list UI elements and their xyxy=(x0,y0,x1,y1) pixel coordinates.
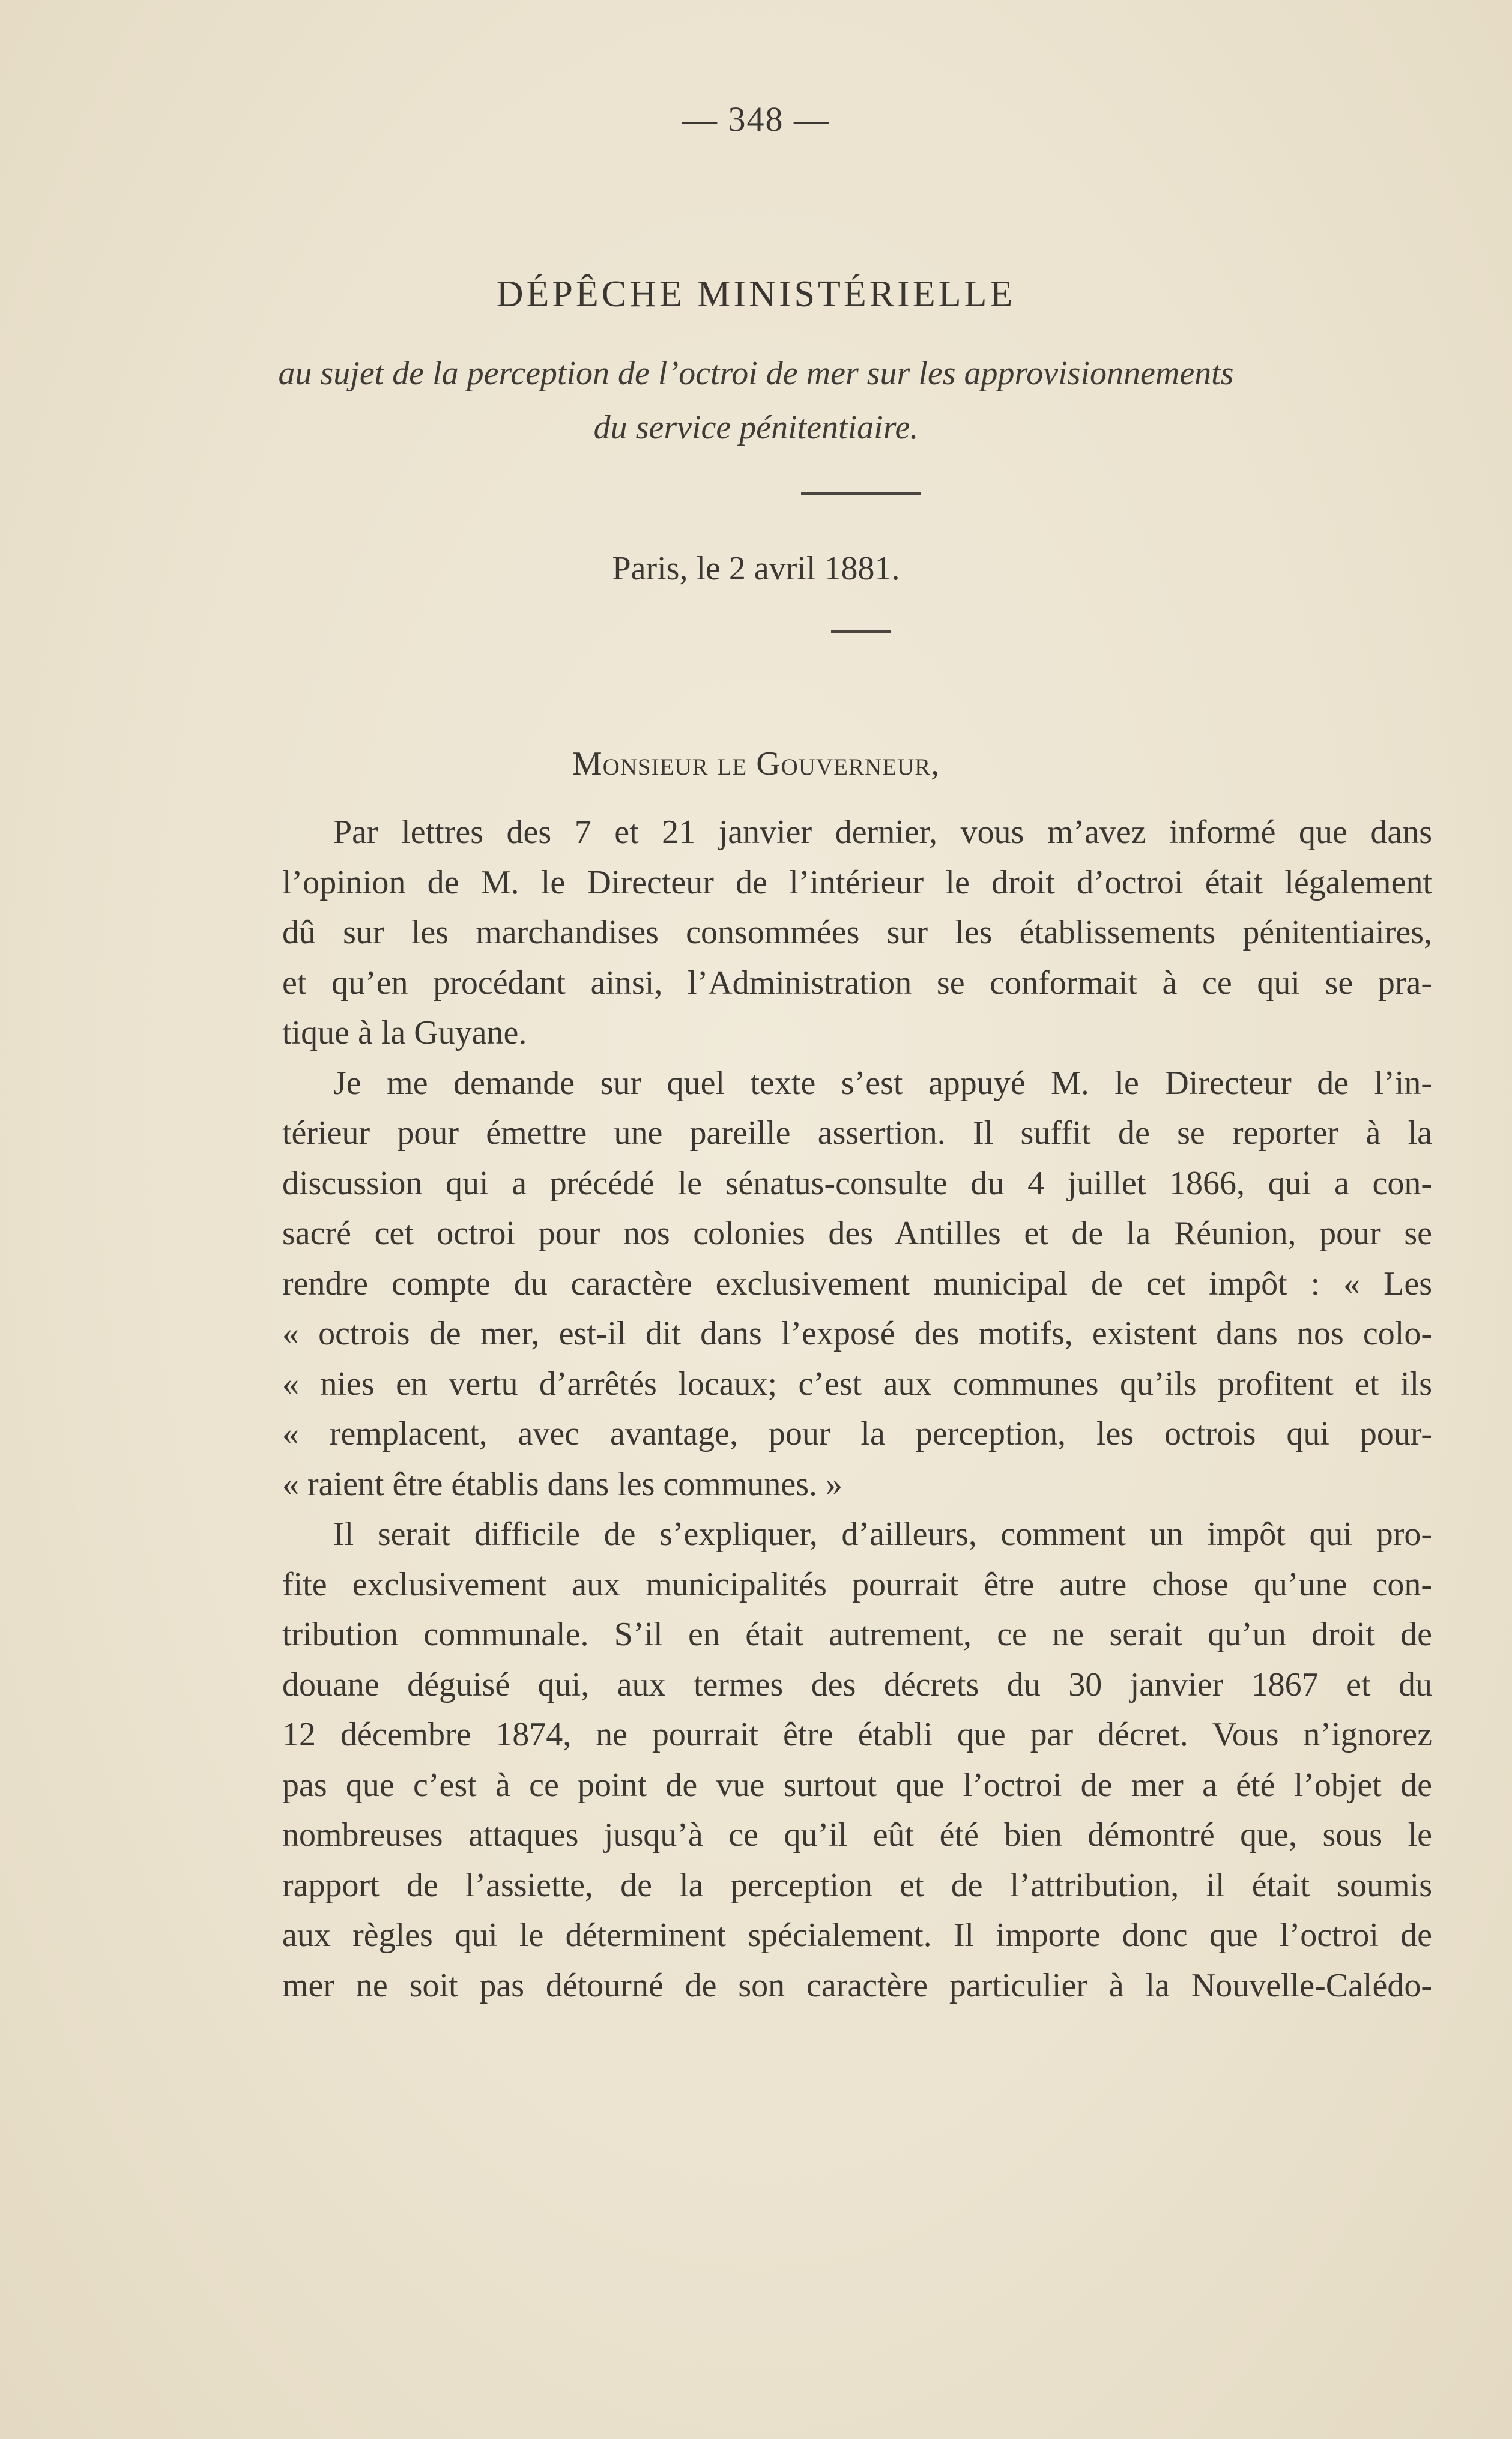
body-line: Je me demande sur quel texte s’est appuyé M. le Directeur de l’in- xyxy=(333,1064,1432,1102)
salutation: Monsieur le Gouverneur, xyxy=(572,745,940,782)
body-line: Il serait difficile de s’expliquer, d’ailleurs, comment un impôt qui pro- xyxy=(333,1516,1432,1553)
body-line: sacré cet octroi pour nos colonies des Antilles et de la Réunion, pour se xyxy=(282,1215,1432,1252)
body-line: mer ne soit pas détourné de son caractère particulier à la Nouvelle-Calédo- xyxy=(282,1966,1432,2004)
body-line: aux règles qui le déterminent spécialement. Il importe donc que l’octroi de xyxy=(282,1917,1432,1954)
body-line: térieur pour émettre une pareille assertion. Il suffit de se reporter à la xyxy=(282,1114,1432,1152)
page-number: — 348 — xyxy=(682,100,830,139)
body-line: « remplacent, avec avantage, pour la perception, les octrois qui pour- xyxy=(282,1415,1432,1452)
body-line: « octrois de mer, est-il dit dans l’exposé des motifs, existent dans nos colo- xyxy=(282,1315,1432,1352)
separator-rule-1 xyxy=(801,492,921,495)
body-line: fite exclusivement aux municipalités pourrait être autre chose qu’une con- xyxy=(282,1565,1432,1603)
body-line: et qu’en procédant ainsi, l’Administration se conformait à ce qui se pra- xyxy=(282,964,1432,1002)
body-line: discussion qui a précédé le sénatus-consulte du 4 juillet 1866, qui a con- xyxy=(282,1164,1432,1202)
body-line: 12 décembre 1874, ne pourrait être établi que par décret. Vous n’ignorez xyxy=(282,1716,1432,1753)
body-line: rendre compte du caractère exclusivement municipal de cet impôt : « Les xyxy=(282,1265,1432,1302)
body-line: dû sur les marchandises consommées sur les établissements pénitentiaires, xyxy=(282,914,1432,951)
separator-rule-2 xyxy=(831,630,891,633)
body-line: « nies en vertu d’arrêtés locaux; c’est aux communes qu’ils profitent et ils xyxy=(282,1365,1432,1403)
letter-body xyxy=(282,808,1432,2011)
body-line: « raient être établis dans les communes. » xyxy=(282,1465,843,1503)
dateline: Paris, le 2 avril 1881. xyxy=(612,550,900,587)
body-line: rapport de l’assiette, de la perception et de l’attribution, il était soumis xyxy=(282,1866,1432,1904)
subtitle-line-2: du service pénitentiaire. xyxy=(593,409,919,446)
body-line: pas que c’est à ce point de vue surtout que l’octroi de mer a été l’objet de xyxy=(282,1766,1432,1804)
subtitle-line-1: au sujet de la perception de l’octroi de mer sur les approvisionnements xyxy=(278,355,1234,392)
body-line: tique à la Guyane. xyxy=(282,1014,527,1051)
body-line: douane déguisé qui, aux termes des décrets du 30 janvier 1867 et du xyxy=(282,1666,1432,1703)
body-line: tribution communale. S’il en était autrement, ce ne serait qu’un droit de xyxy=(282,1616,1432,1653)
body-line: nombreuses attaques jusqu’à ce qu’il eût été bien démontré que, sous le xyxy=(282,1816,1432,1854)
document-heading: DÉPÊCHE MINISTÉRIELLE xyxy=(496,274,1016,315)
body-line: Par lettres des 7 et 21 janvier dernier, vous m’avez informé que dans xyxy=(333,814,1432,851)
body-line: l’opinion de M. le Directeur de l’intérieur le droit d’octroi était légalement xyxy=(282,863,1432,901)
